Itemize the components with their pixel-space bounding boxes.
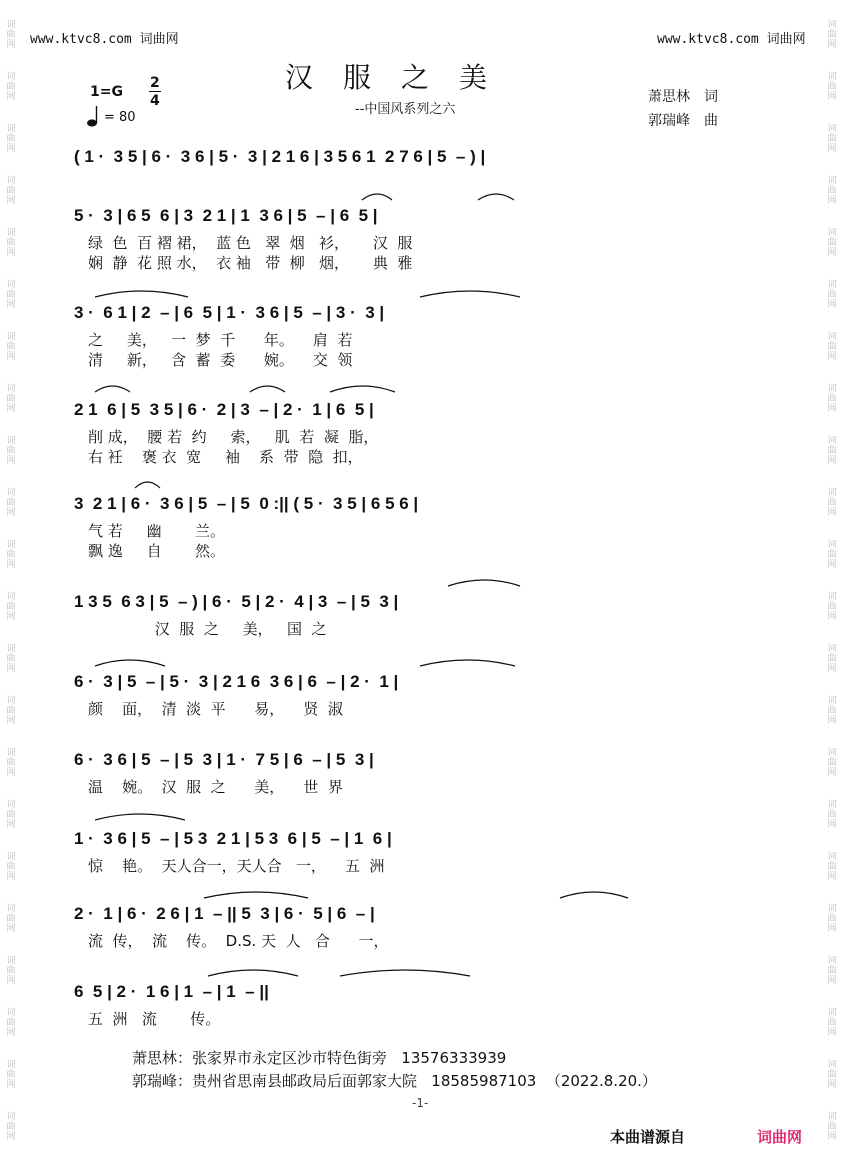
watermark-text: 词 曲 网 [6, 800, 16, 830]
watermark-text: 词 曲 网 [827, 748, 837, 778]
lyric-line: 右 衽 褒 衣 宽 袖 系 带 隐 扣， [88, 448, 363, 466]
notation-line: 6 5 | 2 · 1 6 | 1 – | 1 – || [74, 982, 269, 1001]
slur-mark [478, 194, 514, 200]
watermark-text: 词 曲 网 [6, 696, 16, 726]
notation-line: 3 · 6 1 | 2 – | 6 5 | 1 · 3 6 | 5 – | 3 · 3 | [74, 303, 385, 322]
notation-line: 2 · 1 | 6 · 2 6 | 1 – || 5 3 | 6 · 5 | 6 – | [74, 904, 375, 923]
watermark-text: 词 曲 网 [827, 1060, 837, 1090]
watermark-text: 词 曲 网 [827, 696, 837, 726]
contact-lyricist: 萧思林：张家界市永定区沙市特色街旁 13576333939 [132, 1049, 507, 1067]
lyricist-credit: 萧思林 词 [648, 89, 718, 105]
watermark-text: 词 曲 网 [827, 20, 837, 50]
time-signature-bottom: 4 [150, 93, 160, 109]
watermark-text: 词 曲 网 [827, 488, 837, 518]
lyric-line: 五 洲 流 传。 [88, 1010, 221, 1028]
notation-line: 2 1 6 | 5 3 5 | 6 · 2 | 3 – | 2 · 1 | 6 5 | [74, 400, 374, 419]
watermark-text: 词 曲 网 [6, 1060, 16, 1090]
watermark-text: 词 曲 网 [6, 748, 16, 778]
lyric-line: 气 若 幽 兰。 [88, 522, 225, 540]
watermark-text: 词 曲 网 [827, 800, 837, 830]
watermark-text: 词 曲 网 [827, 956, 837, 986]
watermark-text: 词 曲 网 [6, 904, 16, 934]
watermark-text: 词 曲 网 [6, 72, 16, 102]
lyric-line: 汉 服 之 美， 国 之 [88, 620, 327, 638]
watermark-text: 词 曲 网 [827, 176, 837, 206]
notation-line: ( 1 · 3 5 | 6 · 3 6 | 5 · 3 | 2 1 6 | 3 5 6 1 2 7 6 | 5 – ) | [74, 147, 486, 166]
watermark-text: 词 曲 网 [827, 228, 837, 258]
contact-composer: 郭瑞峰：贵州省思南县邮政局后面郭家大院 18585987103 （2022.8.20.） [132, 1072, 657, 1090]
watermark-text: 词 曲 网 [6, 1112, 16, 1142]
tempo-marking: = 80 [104, 110, 136, 125]
watermark-text: 词 曲 网 [6, 280, 16, 310]
watermark-text: 词 曲 网 [827, 644, 837, 674]
site-url-left[interactable]: www.ktvc8.com 词曲网 [30, 32, 179, 47]
watermark-text: 词 曲 网 [827, 592, 837, 622]
slur-mark [204, 892, 308, 898]
watermark-text: 词 曲 网 [827, 280, 837, 310]
lyric-line: 温 婉。 汉 服 之 美， 世 界 [88, 778, 343, 796]
slur-mark [208, 970, 298, 976]
composer-credit: 郭瑞峰 曲 [648, 113, 718, 129]
song-subtitle: --中国风系列之六 [355, 102, 456, 117]
watermark-text: 词 曲 网 [6, 124, 16, 154]
notation-line: 1 3 5 6 3 | 5 – ) | 6 · 5 | 2 · 4 | 3 – | 5 3 | [74, 592, 399, 611]
slur-mark [330, 386, 395, 392]
lyric-line: 颜 面， 清 淡 平 易， 贤 淑 [88, 700, 343, 718]
watermark-text: 词 曲 网 [6, 228, 16, 258]
watermark-text: 词 曲 网 [6, 384, 16, 414]
watermark-text: 词 曲 网 [6, 644, 16, 674]
notation-line: 3 2 1 | 6 · 3 6 | 5 – | 5 0 :|| ( 5 · 3 5 | 6 5 6 | [74, 494, 419, 513]
slur-mark [95, 660, 165, 666]
song-title: 汉服之美 [285, 61, 518, 94]
lyric-line: 之 美， 一 梦 千 年。 肩 若 [88, 331, 353, 349]
watermark-text: 词 曲 网 [6, 1008, 16, 1038]
lyric-line: 惊 艳。 天人合一，天人合 一， 五 洲 [88, 857, 385, 875]
notation-line: 6 · 3 6 | 5 – | 5 3 | 1 · 7 5 | 6 – | 5 3 | [74, 750, 374, 769]
slur-mark [95, 291, 188, 297]
watermark-text: 词 曲 网 [827, 384, 837, 414]
slur-mark [95, 386, 130, 392]
watermark-text: 词 曲 网 [6, 956, 16, 986]
lyric-line: 清 新， 含 蓄 委 婉。 交 领 [88, 351, 353, 369]
watermark-text: 词 曲 网 [6, 436, 16, 466]
slur-mark [420, 660, 515, 666]
watermark-text: 词 曲 网 [827, 332, 837, 362]
site-url-right[interactable]: www.ktvc8.com 词曲网 [657, 32, 806, 47]
slur-mark [560, 892, 628, 898]
watermark-text: 词 曲 网 [827, 436, 837, 466]
lyric-line: 绿 色 百 褶 裙， 蓝 色 翠 烟 衫， 汉 服 [88, 234, 413, 252]
lyric-line: 削 成， 腰 若 约 索， 肌 若 凝 脂， [88, 428, 379, 446]
slur-mark [135, 482, 160, 488]
slur-mark [362, 194, 392, 200]
watermark-text: 词 曲 网 [6, 176, 16, 206]
watermark-text: 词 曲 网 [827, 1008, 837, 1038]
footer-brand-link[interactable]: 词曲网 [757, 1128, 803, 1146]
lyric-line: 飘 逸 自 然。 [88, 542, 225, 560]
page-number: -1- [412, 1096, 429, 1110]
watermark-text: 词 曲 网 [827, 124, 837, 154]
slur-mark [250, 386, 285, 392]
slur-mark [95, 814, 185, 820]
lyric-line: 娴 静 花 照 水， 衣 袖 带 柳 烟， 典 雅 [88, 254, 413, 272]
watermark-text: 词 曲 网 [827, 904, 837, 934]
watermark-text: 词 曲 网 [6, 488, 16, 518]
watermark-text: 词 曲 网 [6, 592, 16, 622]
time-signature-top: 2 [150, 75, 160, 91]
watermark-text: 词 曲 网 [6, 540, 16, 570]
watermark-text: 词 曲 网 [6, 852, 16, 882]
watermark-text: 词 曲 网 [6, 20, 16, 50]
slur-mark [340, 970, 470, 976]
slur-mark [448, 580, 520, 586]
notation-line: 5 · 3 | 6 5 6 | 3 2 1 | 1 3 6 | 5 – | 6 5 | [74, 206, 378, 225]
footer-source-label: 本曲谱源自 [610, 1128, 686, 1146]
watermark-text: 词 曲 网 [827, 1112, 837, 1142]
key-signature: 1=G [90, 84, 123, 100]
notation-line: 6 · 3 | 5 – | 5 · 3 | 2 1 6 3 6 | 6 – | 2 · 1 | [74, 672, 399, 691]
notation-line: 1 · 3 6 | 5 – | 5 3 2 1 | 5 3 6 | 5 – | 1 6 | [74, 829, 392, 848]
watermark-text: 词 曲 网 [827, 852, 837, 882]
slur-mark [420, 291, 520, 297]
watermark-text: 词 曲 网 [827, 540, 837, 570]
lyric-line: 流 传， 流 传。 D.S. 天 人 合 一， [88, 932, 389, 950]
watermark-text: 词 曲 网 [827, 72, 837, 102]
watermark-text: 词 曲 网 [6, 332, 16, 362]
